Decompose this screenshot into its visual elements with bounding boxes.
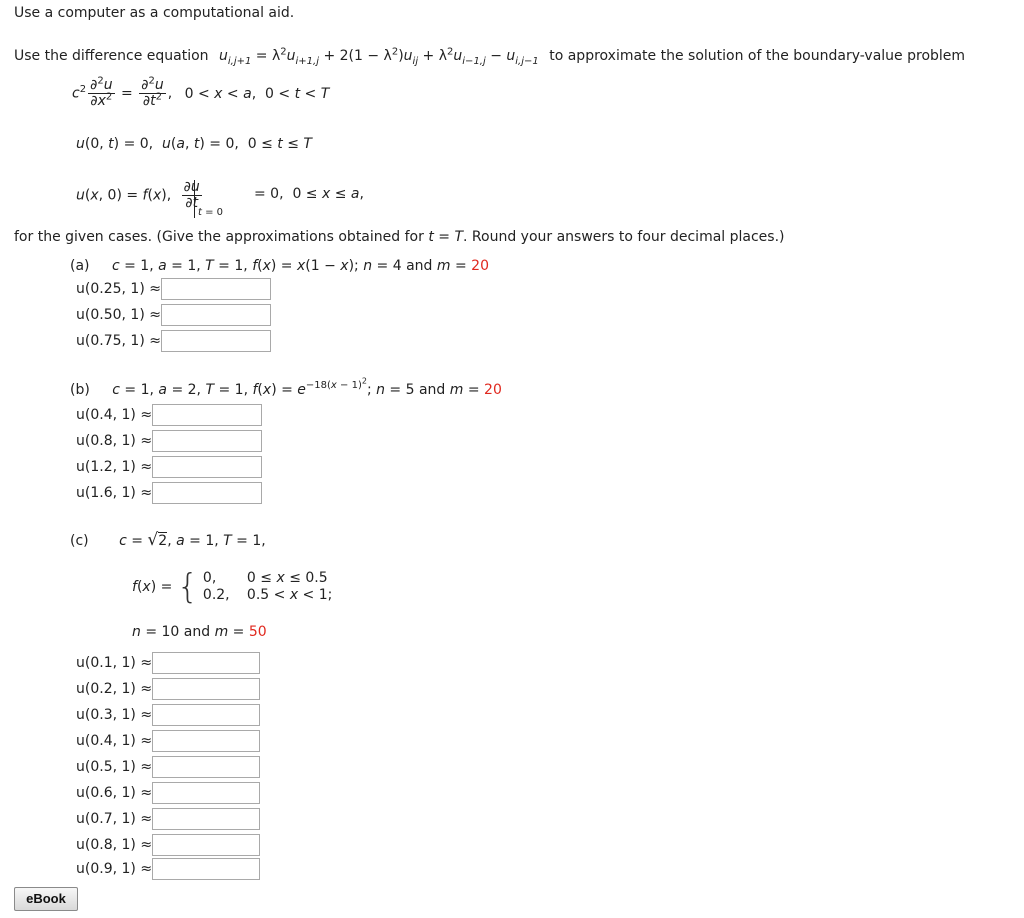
ebook-button[interactable]: eBook: [14, 887, 78, 911]
answer-input-b2[interactable]: [152, 430, 262, 452]
case-a-header: (a) c = 1, a = 1, T = 1, f(x) = x(1 − x); n = 4 and m = 20: [70, 258, 489, 274]
answer-input-b3[interactable]: [152, 456, 262, 478]
case-b-header: (b) c = 1, a = 2, T = 1, $f(x) = e^{-18(x - 1)^2}$; n = 5 and m = 20: [70, 377, 502, 398]
answer-input-c7[interactable]: [152, 808, 260, 830]
answer-input-b1[interactable]: [152, 404, 262, 426]
answer-input-c5[interactable]: [152, 756, 260, 778]
case-c-parameters: n = 10 and m = 50: [132, 624, 267, 640]
case-c-row-9: u(0.9, 1) ≈: [76, 858, 260, 880]
answer-input-a2[interactable]: [161, 304, 271, 326]
case-b-row-2: u(0.8, 1) ≈: [76, 430, 262, 452]
case-b-row-4: u(1.6, 1) ≈: [76, 482, 262, 504]
case-c-row-4: u(0.4, 1) ≈: [76, 730, 260, 752]
case-a-row-1: u(0.25, 1) ≈: [76, 278, 271, 300]
evaluation-point: t = 0: [198, 207, 224, 218]
cases-instruction: for the given cases. (Give the approximations obtained for t = T. Round your answers to four decimal places.): [14, 229, 785, 245]
answer-input-b4[interactable]: [152, 482, 262, 504]
case-b-row-1: u(0.4, 1) ≈: [76, 404, 262, 426]
case-a-row-2: u(0.50, 1) ≈: [76, 304, 271, 326]
case-c-row-7: u(0.7, 1) ≈: [76, 808, 260, 830]
case-a-row-3: u(0.75, 1) ≈: [76, 330, 271, 352]
problem-statement: Use the difference equation $u_{i,j+1} = \lambda^2u_{i+1,j} + 2(1 - \lambda^2)u_{ij} + \lambda^2u_{i-1,j} - u_{i,j-1}$ to approximate the solution of the boundary-value problem: [14, 46, 966, 67]
case-c-header: (c) c = √2, a = 1, T = 1,: [70, 530, 266, 550]
answer-input-c3[interactable]: [152, 704, 260, 726]
answer-input-c8[interactable]: [152, 834, 260, 856]
answer-input-c9[interactable]: [152, 858, 260, 880]
case-c-row-5: u(0.5, 1) ≈: [76, 756, 260, 778]
evaluation-bar: [194, 180, 195, 218]
initial-conditions: u(x, 0) = f(x), $\frac{\partial u}{\partial t}$: [76, 179, 200, 211]
answer-input-c4[interactable]: [152, 730, 260, 752]
case-c-row-6: u(0.6, 1) ≈: [76, 782, 260, 804]
intro-text: Use a computer as a computational aid.: [14, 5, 295, 21]
answer-input-c6[interactable]: [152, 782, 260, 804]
answer-input-a1[interactable]: [161, 278, 271, 300]
case-c-row-3: u(0.3, 1) ≈: [76, 704, 260, 726]
pde-equation: $c^2$ $\frac{\partial^2u}{\partial x^2}$ = $\frac{\partial^2u}{\partial t^2}$ , 0 < x < a, 0 < t < T: [72, 75, 330, 109]
answer-input-c1[interactable]: [152, 652, 260, 674]
initial-velocity: = 0, 0 ≤ x ≤ a,: [254, 186, 364, 202]
case-c-row-1: u(0.1, 1) ≈: [76, 652, 260, 674]
case-c-piecewise: f(x) = { 0, 0 ≤ x ≤ 0.5 0.2, 0.5 < x < 1;: [132, 567, 333, 607]
answer-input-c2[interactable]: [152, 678, 260, 700]
case-b-row-3: u(1.2, 1) ≈: [76, 456, 262, 478]
boundary-conditions: u(0, t) = 0, u(a, t) = 0, 0 ≤ t ≤ T: [76, 136, 312, 152]
case-c-row-8: u(0.8, 1) ≈: [76, 834, 260, 856]
answer-input-a3[interactable]: [161, 330, 271, 352]
case-c-row-2: u(0.2, 1) ≈: [76, 678, 260, 700]
